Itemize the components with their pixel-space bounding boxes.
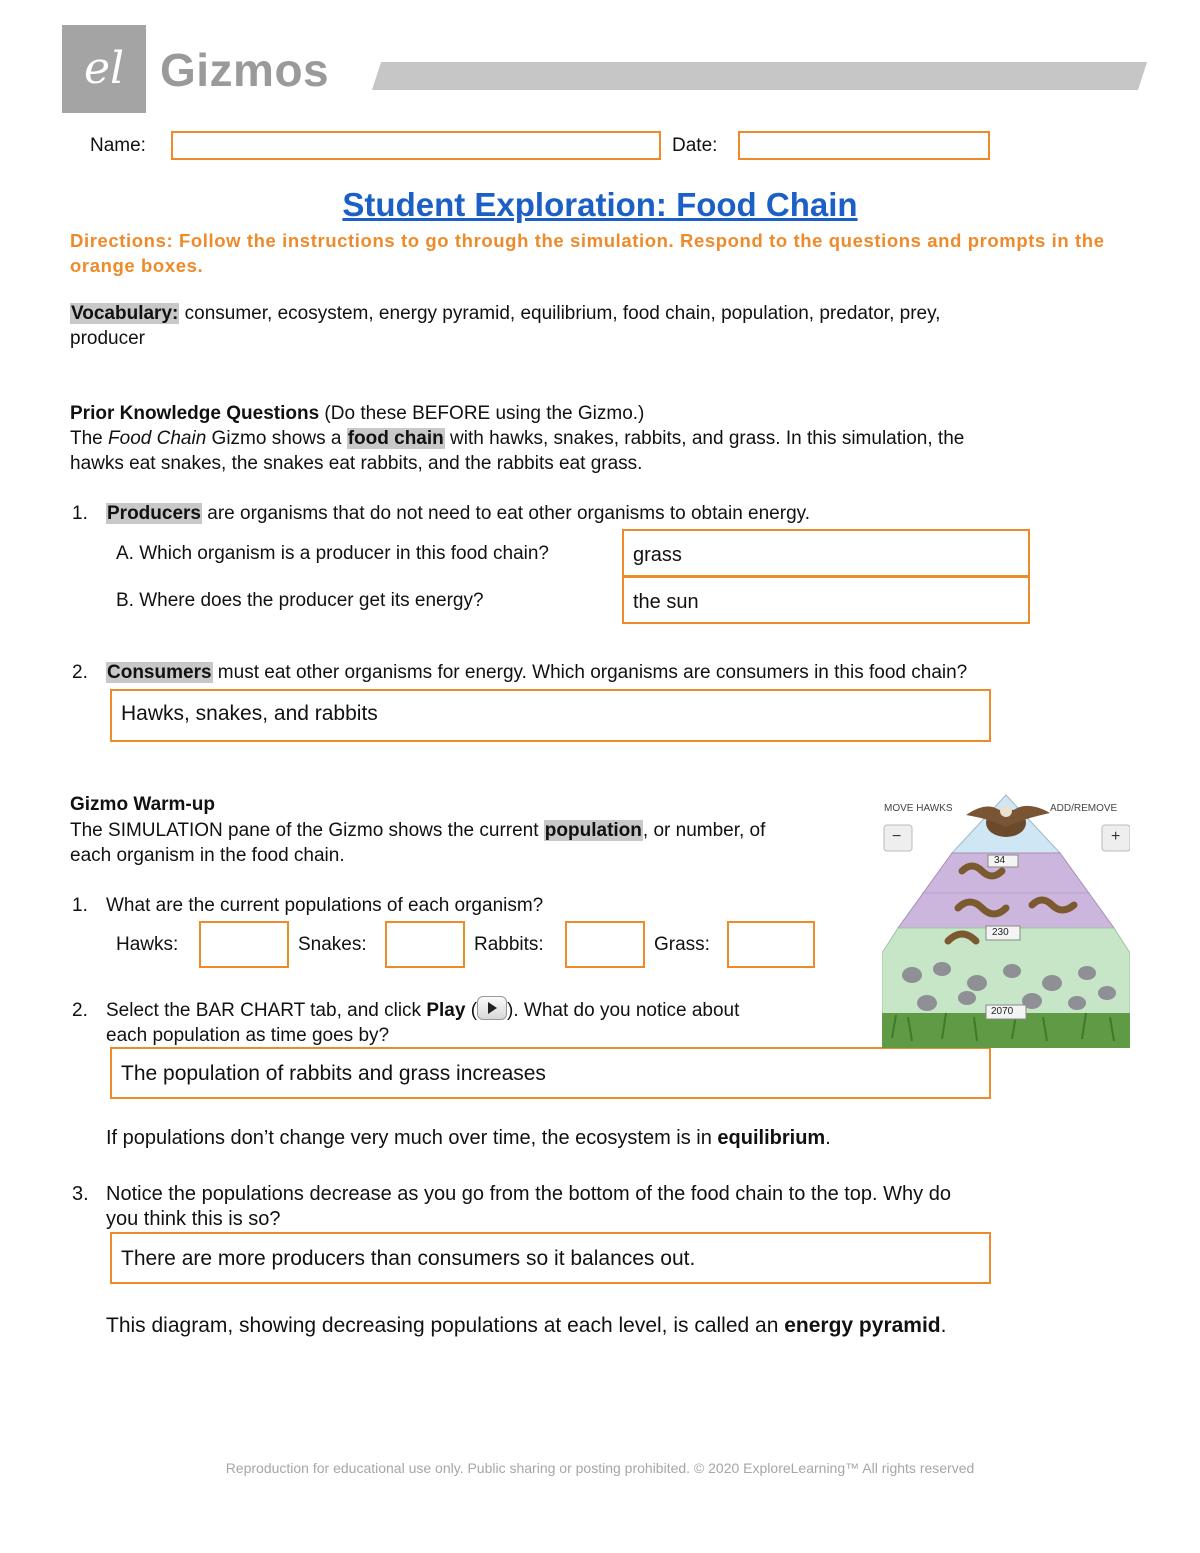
plus-icon: + (1111, 828, 1121, 845)
note-text: . (940, 1314, 947, 1337)
answer-1b-box[interactable] (622, 576, 1030, 624)
question-1-body: are organisms that do not need to eat other organisms to obtain energy. (201, 503, 811, 524)
question-text: ). What do you notice about (507, 1000, 740, 1021)
vocabulary-line-1 (70, 301, 940, 326)
warmup-question-3-line-2: you think this is so? (106, 1208, 281, 1230)
vocabulary-label: Vocabulary: (71, 303, 179, 324)
hawks-input[interactable] (199, 921, 289, 968)
snake-count: 230 (992, 927, 1009, 938)
answer-2-text: Hawks, snakes, and rabbits (121, 702, 378, 725)
date-label: Date: (672, 135, 718, 156)
question-2-body: must eat other organisms for energy. Which organisms are consumers in this food chain? (212, 662, 968, 683)
question-number: 2. (72, 662, 88, 683)
prior-knowledge-heading (70, 401, 644, 426)
intro-text: Gizmo shows a (206, 428, 347, 449)
rabbits-label: Rabbits: (474, 934, 544, 955)
question-number: 2. (72, 1000, 88, 1021)
hawk-count: 34 (994, 855, 1006, 866)
question-1-text (106, 501, 810, 526)
brand-name: Gizmos (160, 44, 330, 96)
page-title: Student Exploration: Food Chain (342, 186, 858, 223)
directions-text: Directions: Follow the instructions to go through the simulation. Respond to the questions and prompts in the orange boxes. (70, 230, 1105, 276)
add-remove-label: ADD/REMOVE (1050, 803, 1118, 814)
question-text: Select the BAR CHART tab, and click (106, 1000, 427, 1021)
question-text: ( (465, 1000, 478, 1021)
note-text: If populations don’t change very much over time, the ecosystem is in (106, 1127, 718, 1149)
minus-icon: − (892, 828, 902, 845)
equilibrium-note (106, 1126, 831, 1151)
play-icon (477, 996, 507, 1020)
note-text: This diagram, showing decreasing populations at each level, is called an (106, 1314, 785, 1337)
answer-1a-box[interactable] (622, 529, 1030, 577)
move-hawks-label: MOVE HAWKS (884, 803, 953, 814)
grass-label: Grass: (654, 934, 710, 955)
vocabulary-line-2: producer (70, 328, 145, 349)
population-term: population (544, 820, 642, 841)
prior-intro-line-2: hawks eat snakes, the snakes eat rabbits, and the rabbits eat grass. (70, 453, 643, 474)
grass-input[interactable] (727, 921, 815, 968)
date-field[interactable] (738, 131, 990, 160)
prior-heading-note: (Do these BEFORE using the Gizmo.) (319, 403, 645, 424)
name-label: Name: (90, 135, 146, 156)
consumers-term: Consumers (107, 662, 212, 683)
warmup-answer-3-box[interactable] (110, 1232, 991, 1284)
equilibrium-term: equilibrium (717, 1127, 826, 1149)
question-number: 1. (72, 503, 88, 524)
warmup-intro-line-2: each organism in the food chain. (70, 845, 345, 866)
warmup-heading: Gizmo Warm-up (70, 794, 215, 815)
warmup-question-1-text: What are the current populations of each organism? (106, 895, 544, 916)
warmup-intro-line-1 (70, 818, 765, 843)
prior-heading-text: Prior Knowledge Questions (70, 403, 320, 424)
warmup-question-2-line-1 (106, 998, 739, 1023)
question-number: 1. (72, 895, 88, 916)
intro-text: The (70, 428, 109, 449)
warmup-question-2-line-2: each population as time goes by? (106, 1025, 390, 1046)
question-2-text (106, 660, 967, 685)
play-term: Play (426, 1000, 466, 1021)
question-1a-text: A. Which organism is a producer in this food chain? (116, 543, 549, 564)
energy-pyramid-term: energy pyramid (784, 1314, 941, 1337)
prior-intro-line-1 (70, 426, 964, 451)
note-text: . (825, 1127, 831, 1149)
answer-1a-text: grass (633, 544, 682, 566)
intro-text: , or number, of (642, 820, 766, 841)
intro-text: The SIMULATION pane of the Gizmo shows the current (70, 820, 544, 841)
snakes-label: Snakes: (298, 934, 367, 955)
simulation-screenshot (882, 793, 1130, 1048)
header-stripe (372, 62, 1147, 90)
gizmo-name: Food Chain (108, 428, 207, 449)
question-1b-text: B. Where does the producer get its energy? (116, 590, 484, 611)
vocabulary-terms: consumer, ecosystem, energy pyramid, equilibrium, food chain, population, predator, prey, (179, 303, 941, 324)
rabbit-count: 2070 (991, 1006, 1014, 1017)
producers-term: Producers (107, 503, 201, 524)
warmup-answer-3-text: There are more producers than consumers so it balances out. (121, 1247, 696, 1270)
warmup-question-3-line-1: Notice the populations decrease as you go from the bottom of the food chain to the top. Why do (106, 1183, 951, 1205)
answer-2-box[interactable] (110, 689, 991, 742)
snakes-input[interactable] (385, 921, 465, 968)
warmup-answer-2-text: The population of rabbits and grass increases (121, 1062, 546, 1085)
answer-1b-text: the sun (633, 591, 699, 613)
intro-text: with hawks, snakes, rabbits, and grass. In this simulation, the (444, 428, 965, 449)
food-chain-term: food chain (347, 428, 444, 449)
energy-pyramid-note (106, 1313, 946, 1338)
explorelearning-logo-icon: el (83, 43, 125, 94)
warmup-answer-2-box[interactable] (110, 1047, 991, 1099)
question-number: 3. (72, 1183, 89, 1205)
hawks-label: Hawks: (116, 934, 179, 955)
rabbits-input[interactable] (565, 921, 645, 968)
footer-copyright: Reproduction for educational use only. Public sharing or posting prohibited. © 2020 ExploreLearning™ All rights reserved (225, 1460, 975, 1476)
name-field[interactable] (171, 131, 661, 160)
